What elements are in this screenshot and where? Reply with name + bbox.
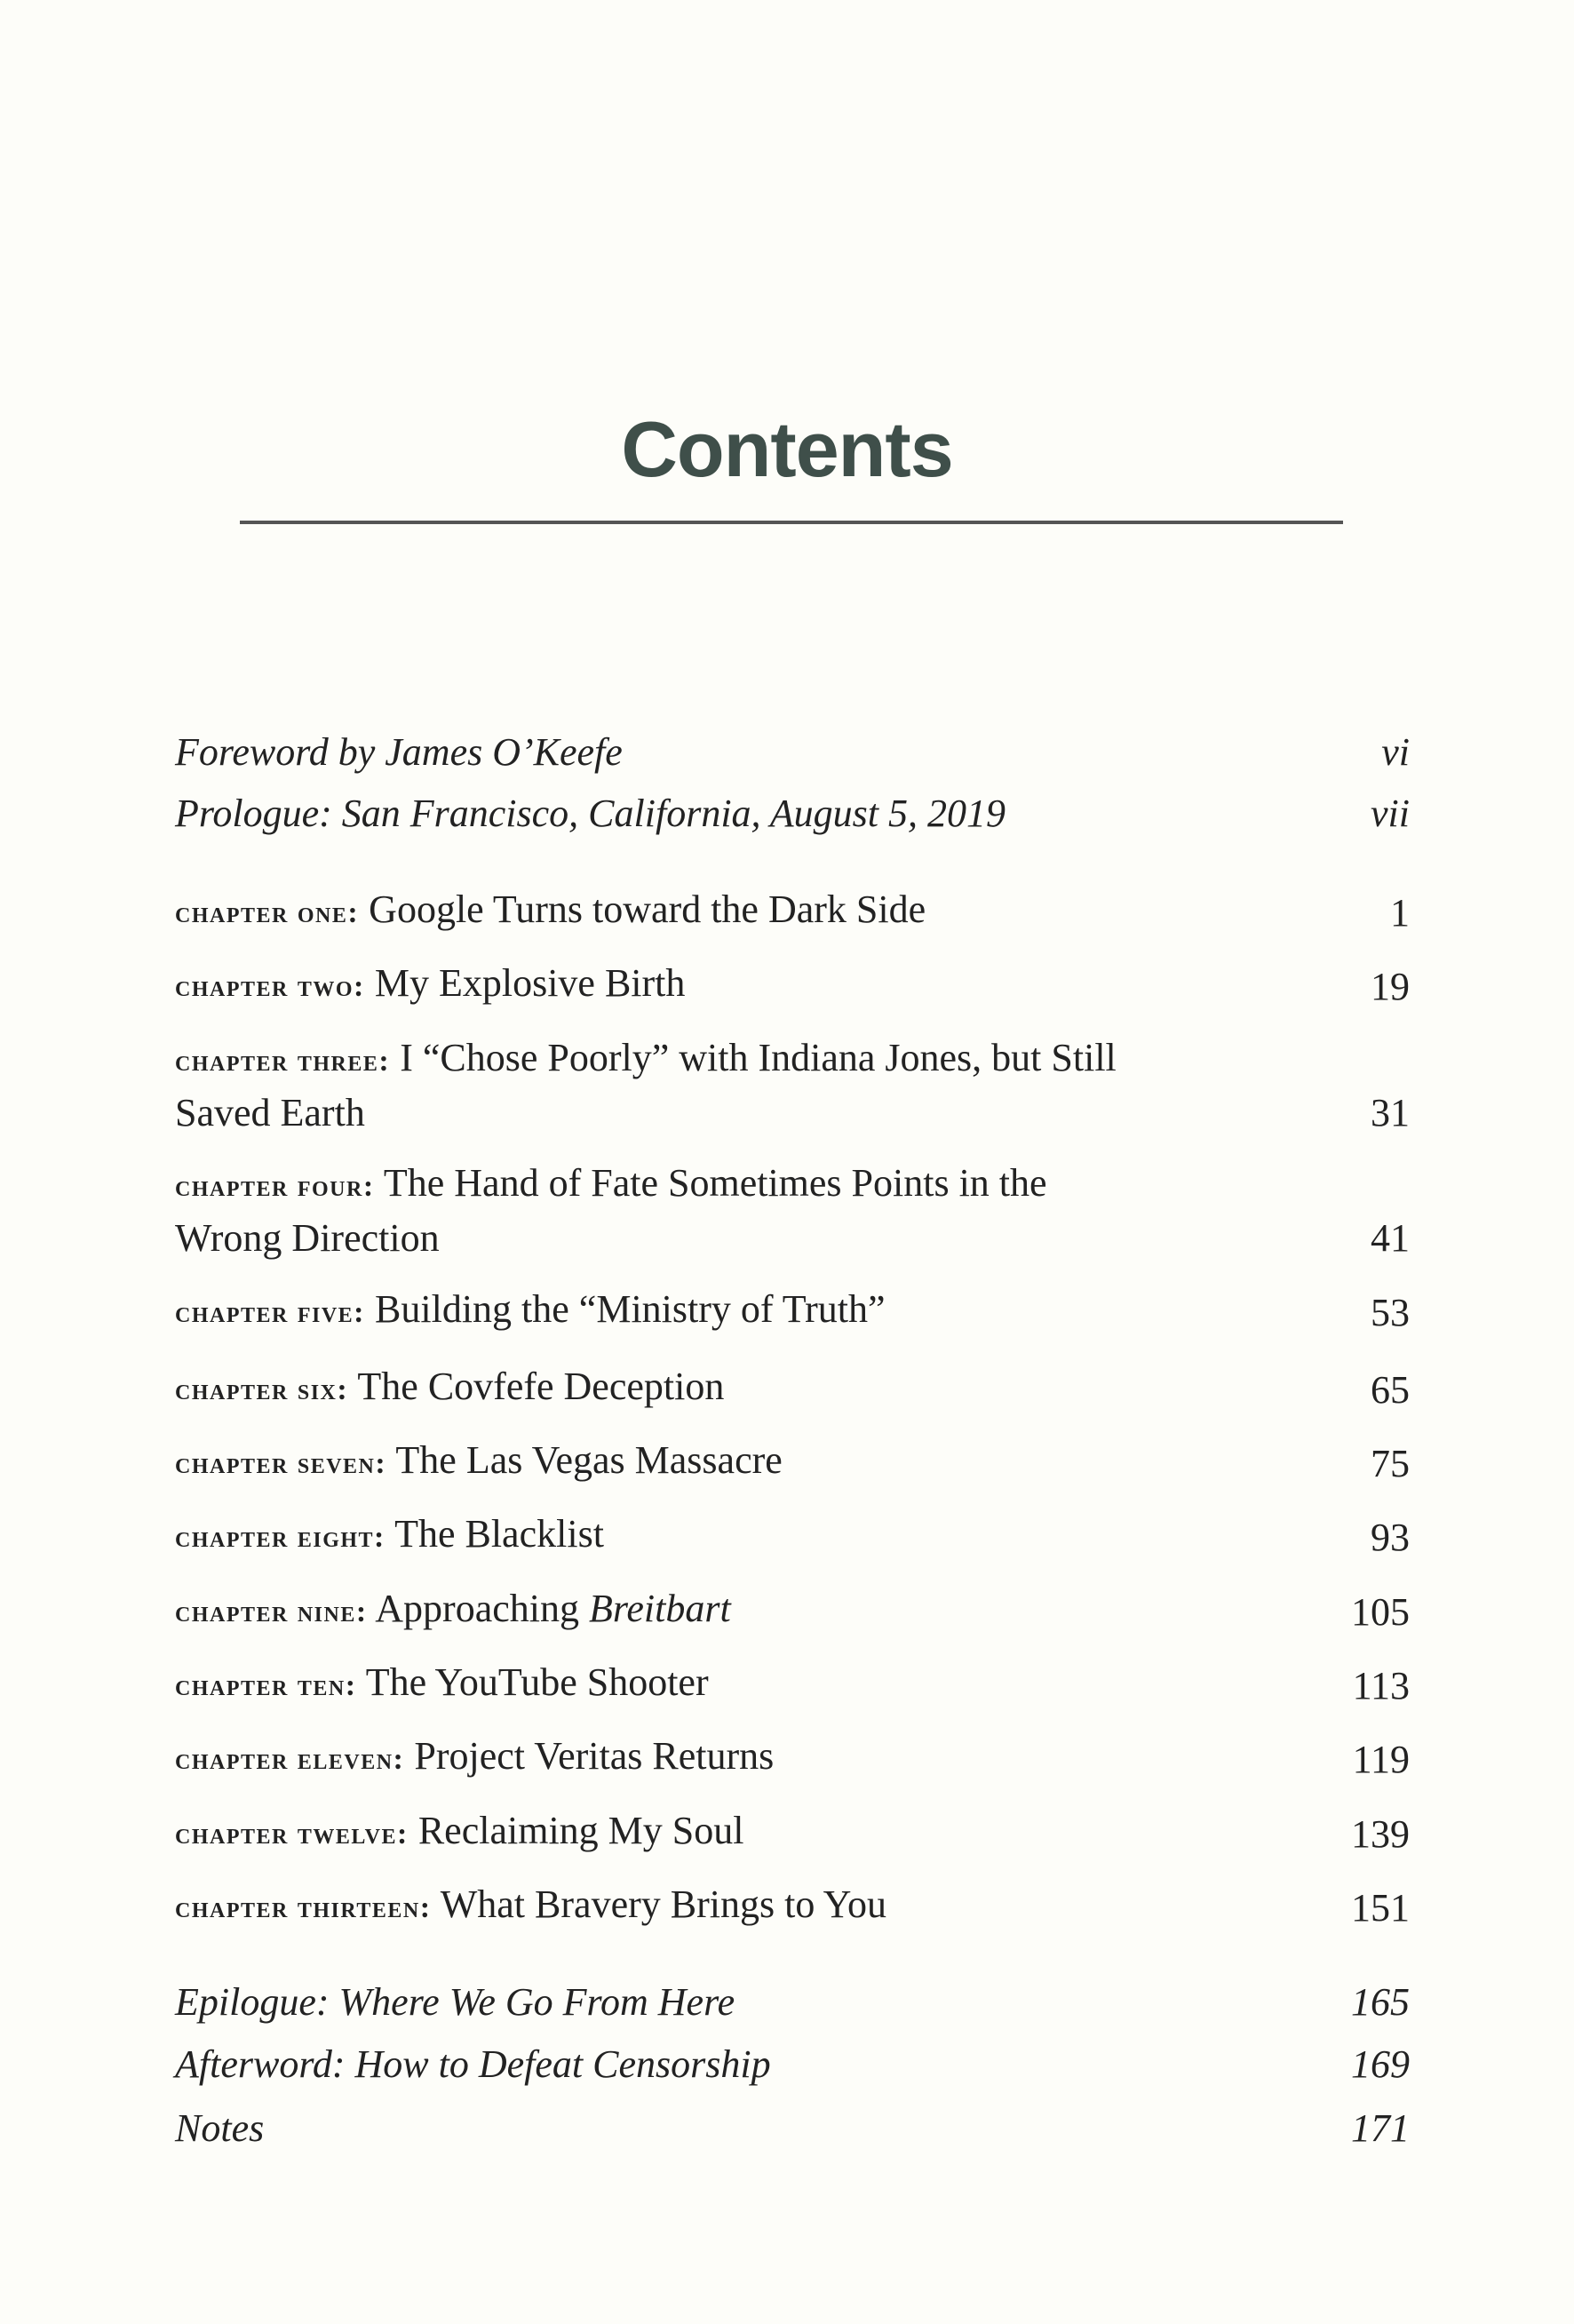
chapter-number: chapter nine: <box>175 1596 368 1628</box>
chapter-title: Reclaiming My Soul <box>417 1809 744 1852</box>
entry-page: 31 <box>1371 1091 1410 1134</box>
chapter-title: The Covfefe Deception <box>357 1365 725 1408</box>
entry-page: 171 <box>1351 2106 1410 2150</box>
entry-label: Prologue: San Francisco, California, August 5, 2019 <box>175 792 1006 835</box>
chapter-number: chapter seven: <box>175 1447 387 1480</box>
chapter-title: The Blacklist <box>394 1512 604 1556</box>
title-rule <box>240 521 1343 524</box>
chapter-title: Project Veritas Returns <box>414 1734 775 1778</box>
toc-chapter <box>175 958 1410 1013</box>
chapter-number: chapter three: <box>175 1045 391 1078</box>
chapter-number: chapter four: <box>175 1170 375 1203</box>
chapter-number: chapter eleven: <box>175 1743 405 1776</box>
toc-chapter <box>175 1435 1410 1490</box>
entry-page: 169 <box>1351 2042 1410 2086</box>
chapter-title: The Hand of Fate Sometimes Points in the Wrong Direction <box>175 1161 1047 1260</box>
toc-chapter <box>175 1879 1410 1934</box>
toc-entry-epilogue <box>175 1977 1410 2028</box>
chapter-title: The Las Vegas Massacre <box>395 1438 783 1482</box>
entry-page: vii <box>1371 792 1410 835</box>
entry-page: 93 <box>1371 1516 1410 1559</box>
toc-entry-afterword <box>175 2039 1410 2090</box>
entry-page: 105 <box>1351 1590 1410 1634</box>
entry-label: Foreword by James O’Keefe <box>175 730 623 774</box>
chapter-title: Building the “Ministry of Truth” <box>375 1287 886 1331</box>
chapter-title: The YouTube Shooter <box>365 1660 709 1704</box>
chapter-number: chapter eight: <box>175 1521 386 1554</box>
entry-page: 113 <box>1352 1664 1410 1707</box>
entry-page: 75 <box>1371 1442 1410 1485</box>
toc-chapter <box>175 1158 1410 1264</box>
chapter-title: Google Turns toward the Dark Side <box>369 887 926 931</box>
chapter-number: chapter twelve: <box>175 1818 409 1850</box>
toc-chapter <box>175 1583 1410 1638</box>
entry-page: 119 <box>1352 1738 1410 1781</box>
entry-page: 19 <box>1371 965 1410 1008</box>
chapter-number: chapter five: <box>175 1296 366 1329</box>
page-title: Contents <box>621 405 953 493</box>
chapter-title: Approaching <box>375 1587 579 1630</box>
chapter-title: I “Chose Poorly” with Indiana Jones, but Still Saved Earth <box>175 1036 1117 1134</box>
chapter-number: chapter ten: <box>175 1669 357 1702</box>
entry-page: 65 <box>1371 1368 1410 1412</box>
toc-chapter <box>175 1508 1410 1564</box>
chapter-title: My Explosive Birth <box>374 961 686 1005</box>
toc-chapter <box>175 1361 1410 1416</box>
toc-chapter <box>175 1032 1410 1139</box>
toc-chapter <box>175 884 1410 939</box>
toc-entry-prologue <box>175 788 1410 840</box>
toc-chapter <box>175 1805 1410 1860</box>
chapter-number: chapter one: <box>175 896 360 929</box>
entry-label: Afterword: How to Defeat Censorship <box>175 2042 771 2086</box>
chapter-title-italic: Breitbart <box>588 1587 731 1630</box>
entry-page: 41 <box>1371 1216 1410 1260</box>
chapter-number: chapter thirteen: <box>175 1891 432 1924</box>
entry-page: 151 <box>1351 1886 1410 1930</box>
toc-chapter <box>175 1284 1410 1339</box>
chapter-number: chapter two: <box>175 970 365 1003</box>
entry-page: vi <box>1381 730 1410 774</box>
toc-chapter <box>175 1657 1410 1712</box>
entry-page: 1 <box>1390 891 1410 935</box>
chapter-title: What Bravery Brings to You <box>440 1882 887 1926</box>
entry-page: 139 <box>1351 1812 1410 1856</box>
toc-entry-notes <box>175 2103 1410 2154</box>
entry-page: 165 <box>1351 1980 1410 2024</box>
entry-label: Notes <box>175 2106 265 2150</box>
entry-page: 53 <box>1371 1291 1410 1334</box>
toc-chapter <box>175 1731 1410 1786</box>
chapter-number: chapter six: <box>175 1373 349 1406</box>
entry-label: Epilogue: Where We Go From Here <box>175 1980 735 2024</box>
toc-entry-foreword <box>175 727 1410 778</box>
